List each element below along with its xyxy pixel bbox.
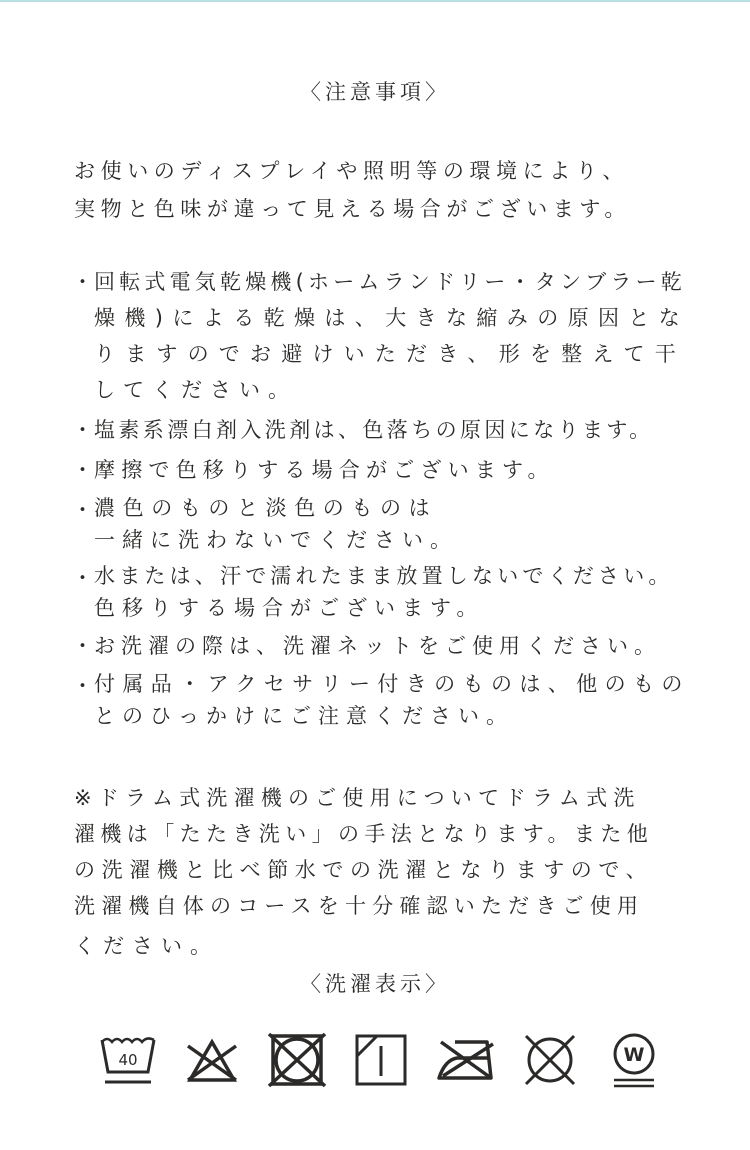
note-line: とのひっかけにご注意ください。 [94,704,514,728]
bullet: ・ [72,270,93,294]
display-color-notice [74,152,714,228]
svg-text:40: 40 [118,1051,138,1069]
bullet: ・ [72,458,93,482]
note-item-friction [72,452,712,488]
note-item-wet [72,560,712,624]
care-label-heading: 〈洗濯表示〉 [300,972,450,996]
note-line: 燥機)による乾燥は、大きな縮みの原因とな [94,306,690,330]
note-line: 一緒に洗わないでください。 [94,528,458,552]
bullet: ・ [72,498,93,522]
drum-line: ※ドラム式洗濯機のご使用についてドラム式洗 [74,786,641,810]
top-accent-line [0,0,750,2]
care-symbols-row [98,1030,664,1090]
svg-text:W: W [623,1044,645,1066]
no-tumble-dry-icon [267,1030,327,1090]
no-iron-icon [435,1030,495,1090]
note-line: 色移りする場合がございます。 [94,596,485,620]
note-line: してください。 [94,378,297,402]
intro-line: お使いのディスプレイや照明等の環境により、 [74,159,630,183]
note-line: 摩擦で色移りする場合がございます。 [94,458,555,482]
notice-heading: 〈注意事項〉 [300,80,450,104]
note-line: お洗濯の際は、洗濯ネットをご使用ください。 [94,634,661,658]
wash-40-gentle-icon [98,1030,158,1090]
note-line: 濃色のものと淡色のものは [94,496,438,520]
drum-line: 濯機は「たたき洗い」の手法となります。また他 [74,822,654,846]
drum-line: ください。 [74,934,219,958]
bullet: ・ [72,566,93,590]
note-line: 水または、汗で濡れたまま放置しないでください。 [94,564,674,588]
no-dry-clean-icon [520,1030,580,1090]
note-line: 付属品・アクセサリー付きのものは、他のもの [94,672,690,696]
drum-line: 洗濯機自体のコースを十分確認いただきご使用 [74,894,645,918]
note-item-accessories [72,668,712,732]
note-item-separate-colors [72,492,712,556]
line-dry-shade-icon [351,1030,411,1090]
bullet: ・ [72,418,93,442]
note-item-dryer [72,264,712,408]
drum-washer-notice [74,780,714,964]
note-item-bleach [72,412,712,448]
no-bleach-icon [182,1030,242,1090]
bullet: ・ [72,634,93,658]
note-line: りますのでお避けいただき、形を整えて干 [94,342,686,366]
note-item-laundry-net [72,628,712,664]
wet-clean-very-gentle-icon [604,1030,664,1090]
intro-line: 実物と色味が違って見える場合がございます。 [74,197,631,221]
note-line: 回転式電気乾燥機(ホームランドリー・タンブラー乾 [94,270,686,294]
note-line: 塩素系漂白剤入洗剤は、色落ちの原因になります。 [94,418,654,442]
care-notes-list [72,264,712,736]
bullet: ・ [72,674,93,698]
drum-line: の洗濯機と比べ節水での洗濯となりますので、 [74,858,654,882]
